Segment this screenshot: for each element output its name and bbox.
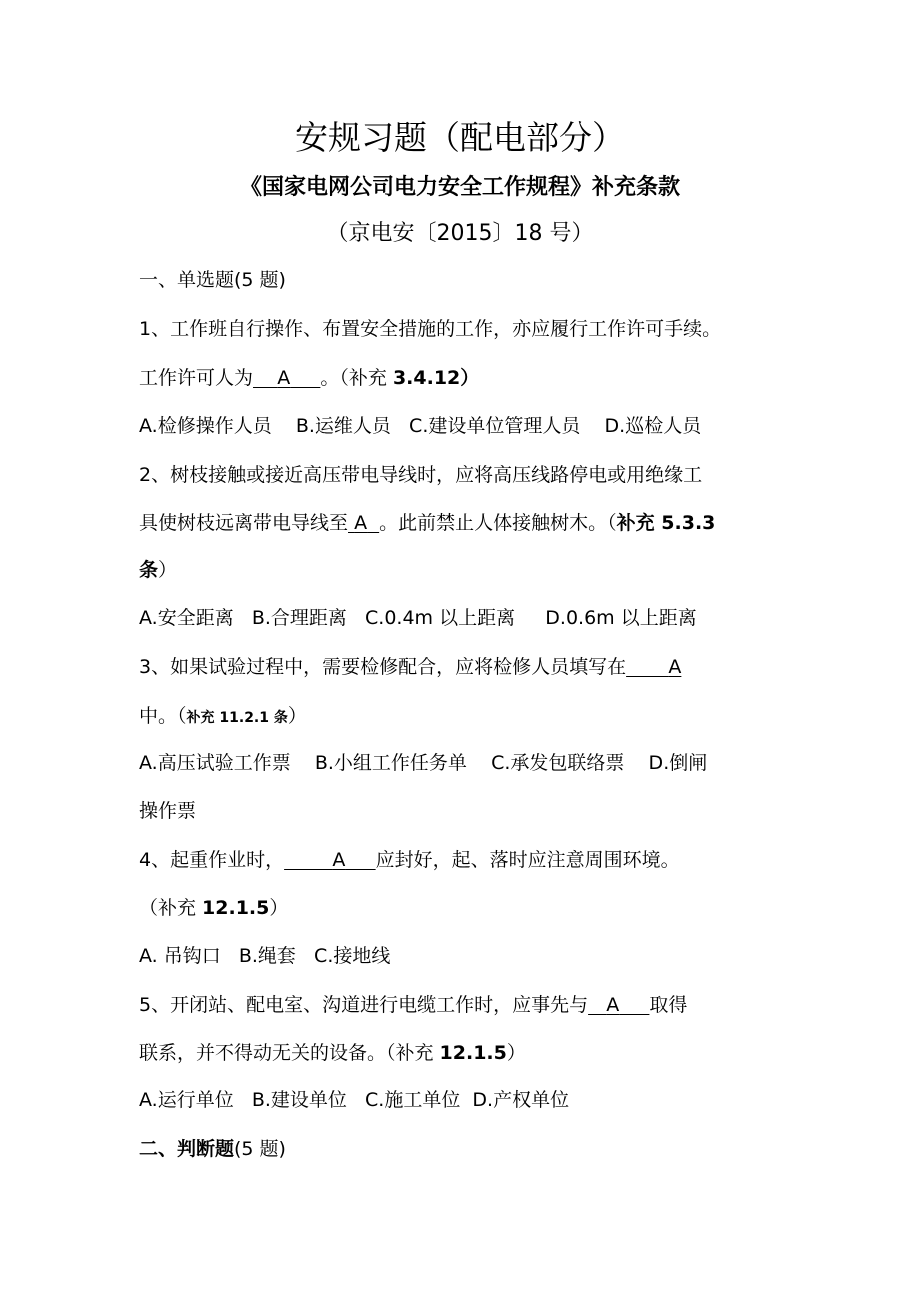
question-3-options: A.高压试验工作票 B.小组工作任务单 C.承发包联络票 D.倒闸 (139, 752, 708, 774)
question-4-text (139, 847, 680, 873)
section-heading-single-choice: 一、单选题(5 题) (139, 269, 286, 291)
document-number: （京电安〔2015〕18 号） (326, 221, 594, 246)
question-5-text (139, 992, 687, 1018)
answer-blank (588, 994, 649, 1016)
answer-letter: A (668, 656, 682, 678)
question-1-stem-end: 工作许可人为 (139, 367, 254, 389)
reference-clause: 3.4.12 (392, 367, 461, 389)
question-5-line2 (139, 1040, 526, 1066)
question-1-line2 (139, 365, 479, 391)
reference-clause: 补充 11.2.1 条 (186, 710, 288, 726)
question-5-options: A.运行单位 B.建设单位 C.施工单位 D.产权单位 (139, 1089, 570, 1111)
question-2-line3 (139, 557, 177, 583)
answer-blank (284, 849, 376, 871)
answer-letter: A (277, 367, 291, 389)
question-3-stem: 3、如果试验过程中，需要检修配合，应将检修人员填写在 (139, 656, 627, 678)
reference-close: ） (158, 559, 178, 581)
reference-clause: 12.1.5 (439, 1042, 507, 1064)
reference-close: ） (506, 1042, 526, 1064)
question-1-options: A.检修操作人员 B.运维人员 C.建设单位管理人员 D.巡检人员 (139, 415, 702, 437)
reference-close: ） (460, 367, 480, 389)
answer-blank (253, 367, 320, 389)
question-4-stem: 4、起重作业时， (139, 849, 285, 871)
question-2-stem-end: 具使树枝远离带电导线至 (139, 512, 349, 534)
question-3-options-cont: 操作票 (139, 800, 197, 822)
reference-prefix: 。（补充 (320, 367, 393, 389)
reference-clause: 12.1.5 (202, 897, 270, 919)
answer-letter: A (354, 512, 368, 534)
question-3-stem-end: 中。（ (139, 705, 187, 727)
reference-clause: 补充 5.3.3 (616, 512, 716, 534)
answer-letter: A (606, 994, 620, 1016)
reference-close: ） (287, 705, 307, 727)
page-title: 安规习题（配电部分） (295, 118, 625, 157)
question-5-stem-tail: 取得 (649, 994, 688, 1016)
question-2-text: 2、树枝接触或接近高压带电导线时，应将高压线路停电或用绝缘工 (139, 464, 703, 486)
question-4-options: A. 吊钩口 B.绳套 C.接地线 (139, 945, 391, 967)
question-4-stem-tail: 应封好，起、落时应注意周围环境。 (375, 849, 680, 871)
question-3-line2 (139, 703, 307, 731)
section-heading-true-false: 二、判断题(5 题) (139, 1138, 286, 1160)
question-3-text (139, 654, 681, 680)
answer-blank (626, 656, 681, 678)
reference-prefix: （补充 (139, 897, 203, 919)
question-2-options: A.安全距离 B.合理距离 C.0.4m 以上距离 D.0.6m 以上距离 (139, 607, 697, 629)
question-2-stem-tail: 。此前禁止人体接触树木。（ (379, 512, 617, 534)
reference-close: ） (269, 897, 289, 919)
question-1-text: 1、工作班自行操作、布置安全措施的工作，亦应履行工作许可手续。 (139, 318, 722, 340)
question-5-stem: 5、开闭站、配电室、沟道进行电缆工作时，应事先与 (139, 994, 589, 1016)
page-subtitle: 《国家电网公司电力安全工作规程》补充条款 (239, 175, 680, 200)
question-5-stem-end: 联系，并不得动无关的设备。（补充 (139, 1042, 440, 1064)
answer-blank (348, 512, 379, 534)
answer-letter: A (332, 849, 346, 871)
question-2-line2 (139, 510, 715, 536)
reference-suffix: 条 (139, 559, 159, 581)
question-4-line2 (139, 895, 288, 921)
